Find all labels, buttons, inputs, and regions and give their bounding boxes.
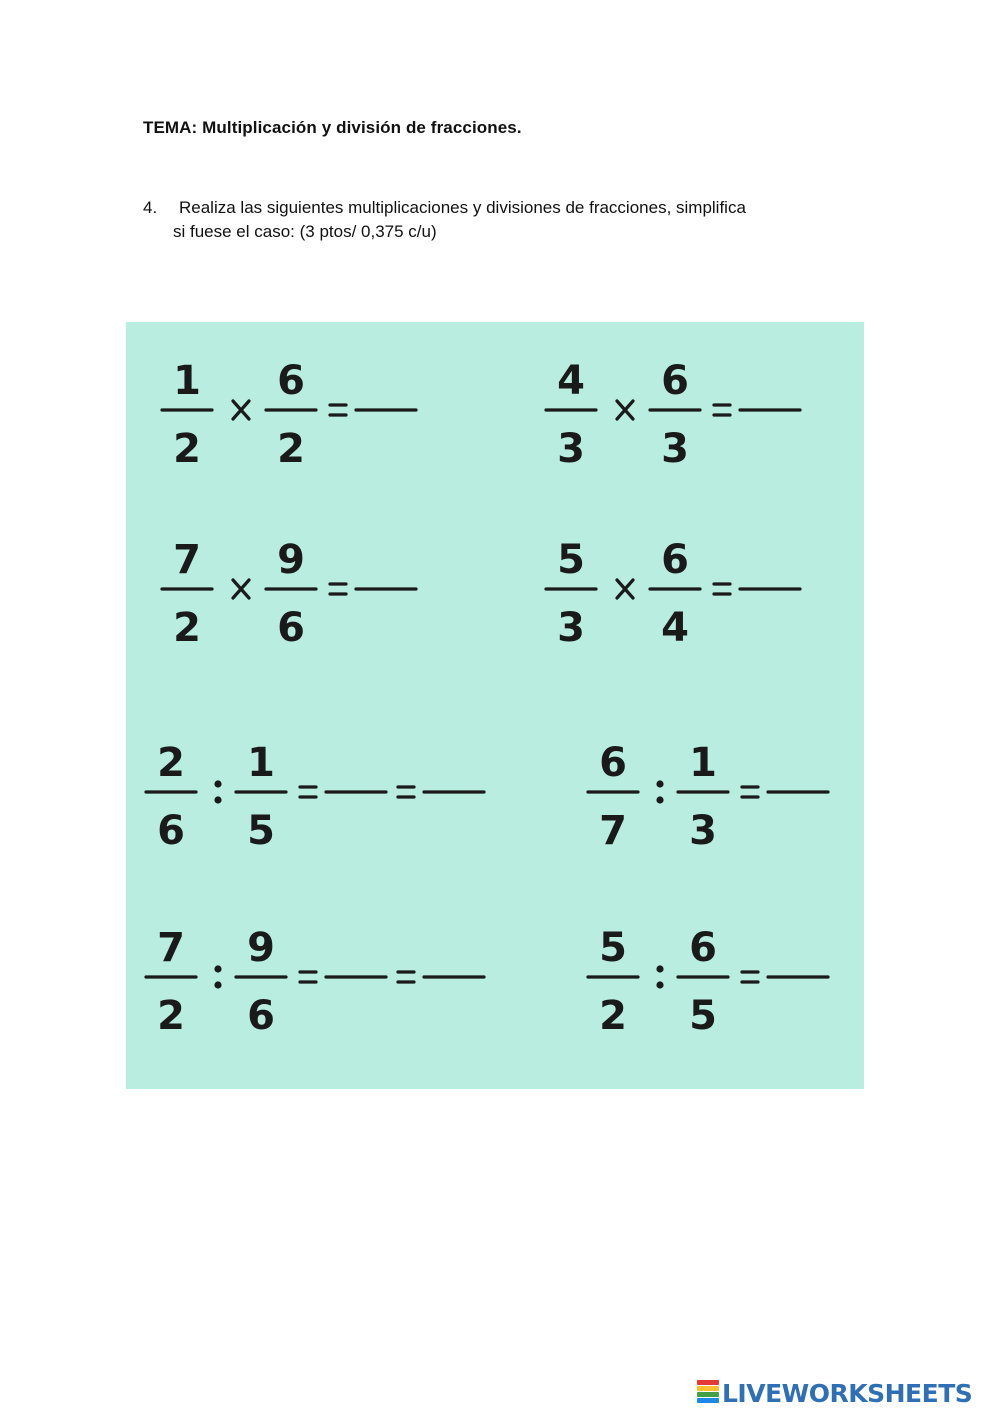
exercise-4 xyxy=(546,537,800,651)
fraction-b-denominator: 4 xyxy=(661,605,689,651)
exercise-2 xyxy=(546,358,800,472)
exercise-board xyxy=(126,322,864,1089)
equals-sign xyxy=(714,584,730,594)
exercise-6 xyxy=(588,740,828,854)
fraction-b-denominator: 5 xyxy=(689,993,717,1039)
equals-sign xyxy=(330,405,346,415)
fraction-a-denominator: 2 xyxy=(173,605,201,651)
worksheet-title: TEMA: Multiplicación y división de fracciones. xyxy=(143,118,522,137)
question-number: 4. xyxy=(143,198,158,217)
fraction-b-numerator: 1 xyxy=(689,740,717,786)
liveworksheets-footer xyxy=(697,1378,972,1408)
multiply-sign xyxy=(617,401,633,419)
equals-sign xyxy=(300,787,316,797)
fraction-a-numerator: 5 xyxy=(599,925,627,971)
liveworksheets-logo-icon xyxy=(697,1380,719,1406)
fraction-a-denominator: 2 xyxy=(173,426,201,472)
logo-bar-blue xyxy=(697,1398,719,1403)
multiply-sign xyxy=(233,401,249,419)
equals-sign xyxy=(398,787,414,797)
fraction-b-denominator: 6 xyxy=(277,605,305,651)
fraction-b-numerator: 1 xyxy=(247,740,275,786)
logo-bar-red xyxy=(697,1380,719,1385)
fraction-b-denominator: 3 xyxy=(689,808,717,854)
equals-sign xyxy=(300,972,316,982)
fraction-a-denominator: 2 xyxy=(157,993,185,1039)
fraction-b-numerator: 6 xyxy=(661,537,689,583)
equals-sign xyxy=(714,405,730,415)
multiply-sign xyxy=(233,580,249,598)
fraction-b-denominator: 2 xyxy=(277,426,305,472)
fraction-b-denominator: 5 xyxy=(247,808,275,854)
divide-sign xyxy=(214,965,221,988)
exercise-canvas xyxy=(126,322,864,1089)
fraction-b-numerator: 6 xyxy=(661,358,689,404)
exercise-7 xyxy=(146,925,484,1039)
fraction-a-numerator: 7 xyxy=(173,537,201,583)
fraction-a-denominator: 2 xyxy=(599,993,627,1039)
instruction-line-1: Realiza las siguientes multiplicaciones y divisiones de fracciones, simplifica xyxy=(179,198,746,217)
fraction-a-numerator: 7 xyxy=(157,925,185,971)
equals-sign xyxy=(742,972,758,982)
exercise-1 xyxy=(162,358,416,472)
divide-sign xyxy=(656,965,663,988)
fraction-b-denominator: 3 xyxy=(661,426,689,472)
fraction-b-numerator: 9 xyxy=(277,537,305,583)
fraction-b-denominator: 6 xyxy=(247,993,275,1039)
fraction-a-numerator: 6 xyxy=(599,740,627,786)
fraction-a-denominator: 3 xyxy=(557,426,585,472)
divide-sign xyxy=(656,780,663,803)
exercise-8 xyxy=(588,925,828,1039)
fraction-a-numerator: 1 xyxy=(173,358,201,404)
fraction-b-numerator: 6 xyxy=(277,358,305,404)
equals-sign xyxy=(742,787,758,797)
fraction-a-numerator: 2 xyxy=(157,740,185,786)
logo-bar-yellow xyxy=(697,1386,719,1391)
logo-bar-green xyxy=(697,1392,719,1397)
exercise-3 xyxy=(162,537,416,651)
fraction-b-numerator: 9 xyxy=(247,925,275,971)
fraction-a-denominator: 7 xyxy=(599,808,627,854)
brand-name: LIVEWORKSHEETS xyxy=(722,1378,973,1408)
exercise-5 xyxy=(146,740,484,854)
equals-sign xyxy=(398,972,414,982)
equals-sign xyxy=(330,584,346,594)
fraction-a-numerator: 4 xyxy=(557,358,585,404)
fraction-a-denominator: 3 xyxy=(557,605,585,651)
fraction-b-numerator: 6 xyxy=(689,925,717,971)
fraction-a-denominator: 6 xyxy=(157,808,185,854)
divide-sign xyxy=(214,780,221,803)
multiply-sign xyxy=(617,580,633,598)
instruction-line-2: si fuese el caso: (3 ptos/ 0,375 c/u) xyxy=(173,222,437,241)
fraction-a-numerator: 5 xyxy=(557,537,585,583)
